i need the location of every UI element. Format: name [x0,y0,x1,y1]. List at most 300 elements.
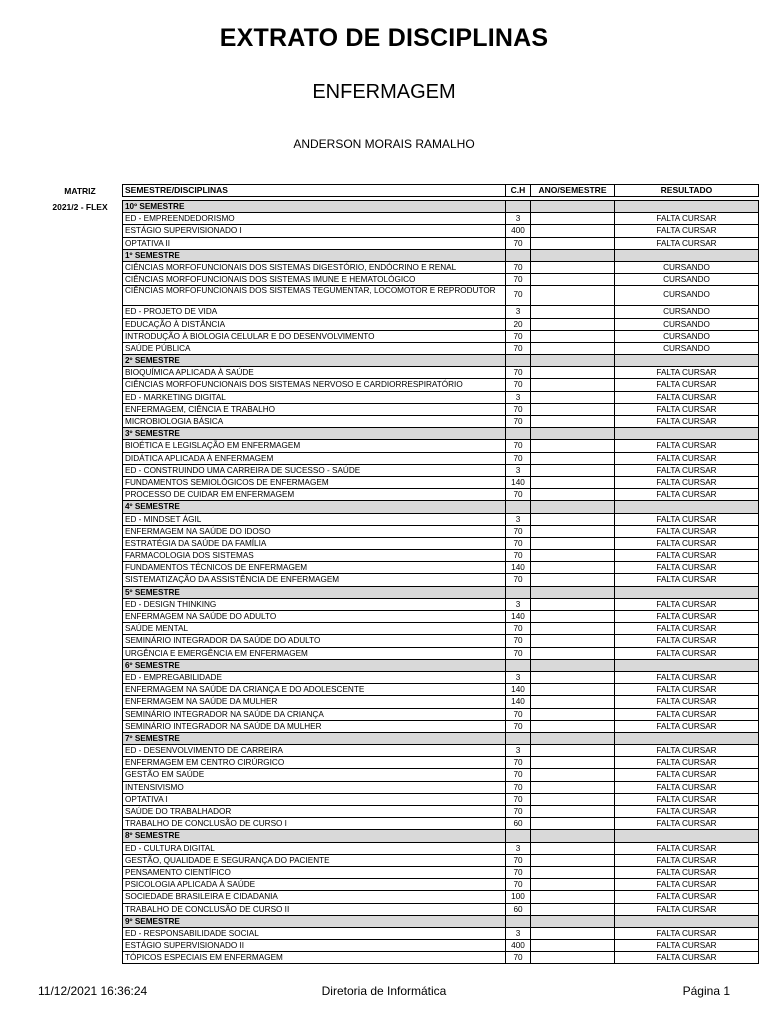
discipline-year-semester [531,879,615,890]
discipline-year-semester [531,952,615,963]
semester-header-row [123,830,758,842]
discipline-result: FALTA CURSAR [656,648,717,658]
discipline-result: FALTA CURSAR [656,843,717,853]
discipline-result: FALTA CURSAR [656,490,717,500]
semester-label: 9º SEMESTRE [123,916,506,927]
semester-year-cell [531,660,615,671]
discipline-result: FALTA CURSAR [656,953,717,963]
table-row [123,904,758,916]
discipline-ch: 20 [506,319,531,330]
discipline-name: SOCIEDADE BRASILEIRA E CIDADANIA [123,891,506,902]
footer-datetime: 11/12/2021 16:36:24 [38,984,148,998]
discipline-result: FALTA CURSAR [656,807,717,816]
discipline-ch: 70 [506,782,531,793]
discipline-name: ED - DESIGN THINKING [123,599,506,610]
discipline-result: CURSANDO [663,275,710,285]
semester-ch-cell [506,660,531,671]
discipline-result: FALTA CURSAR [656,404,717,414]
table-row [123,274,758,286]
discipline-year-semester [531,745,615,756]
discipline-name: OPTATIVA II [123,238,506,249]
discipline-name: ED - CONSTRUINDO UMA CARREIRA DE SUCESSO - SAÚDE [123,465,506,476]
discipline-year-semester [531,286,615,305]
discipline-name: ENFERMAGEM NA SAÚDE DO ADULTO [123,611,506,622]
discipline-name: EDUCAÇÃO À DISTÂNCIA [123,319,506,330]
discipline-name: MICROBIOLOGIA BÁSICA [123,416,506,427]
discipline-ch: 70 [506,952,531,963]
discipline-ch: 70 [506,757,531,768]
discipline-ch: 400 [506,940,531,951]
discipline-ch: 3 [506,392,531,403]
discipline-name: CIÊNCIAS MORFOFUNCIONAIS DOS SISTEMAS TEGUMENTAR, LOCOMOTOR E REPRODUTOR [123,286,506,305]
table-header [122,184,759,197]
semester-header-row [123,733,758,745]
discipline-result: CURSANDO [663,343,710,353]
discipline-name: ED - CULTURA DIGITAL [123,843,506,854]
discipline-year-semester [531,782,615,793]
discipline-result: CURSANDO [663,331,710,341]
discipline-ch: 3 [506,843,531,854]
discipline-result: FALTA CURSAR [656,575,717,585]
table-row [123,453,758,465]
discipline-result: FALTA CURSAR [656,721,717,731]
discipline-result: FALTA CURSAR [656,758,717,768]
discipline-ch: 60 [506,818,531,829]
semester-label: 8º SEMESTRE [123,830,506,841]
discipline-result: FALTA CURSAR [656,855,717,865]
discipline-year-semester [531,465,615,476]
semester-result-cell [615,501,758,512]
discipline-result: FALTA CURSAR [656,226,717,236]
discipline-result: FALTA CURSAR [656,551,717,561]
semester-year-cell [531,201,615,212]
discipline-year-semester [531,574,615,585]
discipline-name: INTRODUÇÃO À BIOLOGIA CELULAR E DO DESENVOLVIMENTO [123,331,506,342]
discipline-name: CIÊNCIAS MORFOFUNCIONAIS DOS SISTEMAS DIGESTÓRIO, ENDÓCRINO E RENAL [123,262,506,273]
table-row [123,404,758,416]
footer-department: Diretoria de Informática [321,984,447,998]
discipline-year-semester [531,526,615,537]
discipline-name: TÓPICOS ESPECIAIS EM ENFERMAGEM [123,952,506,963]
discipline-ch: 70 [506,794,531,805]
semester-result-cell [615,733,758,744]
semester-ch-cell [506,916,531,927]
discipline-ch: 70 [506,343,531,354]
table-row [123,489,758,501]
table-row [123,806,758,818]
semester-year-cell [531,355,615,366]
discipline-result: FALTA CURSAR [656,636,717,646]
table-row [123,477,758,489]
discipline-result: FALTA CURSAR [656,599,717,609]
table-row [123,782,758,794]
course-name: ENFERMAGEM [312,81,456,103]
discipline-name: PENSAMENTO CIENTÍFICO [123,867,506,878]
discipline-year-semester [531,806,615,817]
discipline-name: ENFERMAGEM, CIÊNCIA E TRABALHO [123,404,506,415]
discipline-name: ENFERMAGEM NA SAÚDE DA MULHER [123,696,506,707]
discipline-ch: 70 [506,709,531,720]
table-row [123,225,758,237]
discipline-ch: 70 [506,274,531,285]
discipline-ch: 70 [506,635,531,646]
table-row [123,794,758,806]
discipline-ch: 3 [506,465,531,476]
discipline-year-semester [531,855,615,866]
discipline-year-semester [531,818,615,829]
discipline-result: FALTA CURSAR [656,867,717,877]
discipline-ch: 3 [506,306,531,317]
discipline-result: FALTA CURSAR [656,697,717,707]
discipline-year-semester [531,684,615,695]
table-row [123,416,758,428]
semester-ch-cell [506,830,531,841]
discipline-ch: 70 [506,331,531,342]
semester-header-row [123,660,758,672]
discipline-year-semester [531,238,615,249]
discipline-result: FALTA CURSAR [656,563,717,573]
discipline-result: FALTA CURSAR [656,941,717,951]
discipline-year-semester [531,440,615,451]
discipline-year-semester [531,331,615,342]
disciplines-table [122,184,759,964]
discipline-result: CURSANDO [663,290,710,300]
semester-result-cell [615,830,758,841]
discipline-result: FALTA CURSAR [656,624,717,634]
table-row [123,262,758,274]
discipline-name: SISTEMATIZAÇÃO DA ASSISTÊNCIA DE ENFERMAGEM [123,574,506,585]
discipline-name: BIOÉTICA E LEGISLAÇÃO EM ENFERMAGEM [123,440,506,451]
footer-page-number: Página 1 [682,984,730,998]
table-row [123,550,758,562]
semester-header-row [123,501,758,513]
discipline-name: ESTÁGIO SUPERVISIONADO I [123,225,506,236]
semester-header-row [123,250,758,262]
discipline-ch: 140 [506,696,531,707]
discipline-result: CURSANDO [663,307,710,317]
discipline-name: DIDÁTICA APLICADA À ENFERMAGEM [123,453,506,464]
discipline-name: ED - RESPONSABILIDADE SOCIAL [123,928,506,939]
table-row [123,891,758,903]
discipline-ch: 70 [506,769,531,780]
discipline-year-semester [531,769,615,780]
discipline-result: FALTA CURSAR [656,514,717,524]
table-row [123,538,758,550]
discipline-name: GESTÃO, QUALIDADE E SEGURANÇA DO PACIENTE [123,855,506,866]
discipline-result: FALTA CURSAR [656,928,717,938]
semester-result-cell [615,916,758,927]
table-row [123,952,758,964]
semester-label: 6º SEMESTRE [123,660,506,671]
discipline-result: CURSANDO [663,319,710,329]
discipline-year-semester [531,721,615,732]
discipline-year-semester [531,274,615,285]
discipline-result: FALTA CURSAR [656,770,717,780]
discipline-year-semester [531,319,615,330]
discipline-result: FALTA CURSAR [656,904,717,914]
table-row [123,635,758,647]
discipline-name: ENFERMAGEM EM CENTRO CIRÚRGICO [123,757,506,768]
table-row [123,684,758,696]
matriz-label: MATRIZ [64,186,96,196]
table-row [123,757,758,769]
discipline-result: FALTA CURSAR [656,709,717,719]
discipline-year-semester [531,867,615,878]
table-row [123,319,758,331]
table-row [123,940,758,952]
column-header-year-semester: ANO/SEMESTRE [531,185,615,196]
discipline-year-semester [531,550,615,561]
discipline-ch: 70 [506,867,531,878]
table-row [123,465,758,477]
semester-year-cell [531,501,615,512]
discipline-name: FARMACOLOGIA DOS SISTEMAS [123,550,506,561]
table-row [123,745,758,757]
discipline-year-semester [531,928,615,939]
discipline-name: SEMINÁRIO INTEGRADOR NA SAÚDE DA MULHER [123,721,506,732]
discipline-year-semester [531,225,615,236]
discipline-year-semester [531,538,615,549]
discipline-ch: 70 [506,453,531,464]
semester-header-row [123,201,758,213]
table-row [123,611,758,623]
semester-year-cell [531,830,615,841]
semester-ch-cell [506,355,531,366]
discipline-ch: 70 [506,721,531,732]
discipline-name: PSICOLOGIA APLICADA À SAÚDE [123,879,506,890]
semester-ch-cell [506,501,531,512]
discipline-year-semester [531,794,615,805]
discipline-ch: 140 [506,611,531,622]
discipline-year-semester [531,891,615,902]
discipline-year-semester [531,306,615,317]
table-row [123,392,758,404]
discipline-name: ESTRATÉGIA DA SAÚDE DA FAMÍLIA [123,538,506,549]
discipline-name: INTENSIVISMO [123,782,506,793]
discipline-result: FALTA CURSAR [656,238,717,248]
semester-result-cell [615,201,758,212]
discipline-result: FALTA CURSAR [656,526,717,536]
discipline-year-semester [531,262,615,273]
discipline-result: FALTA CURSAR [656,685,717,695]
discipline-year-semester [531,635,615,646]
discipline-year-semester [531,648,615,659]
discipline-ch: 70 [506,574,531,585]
table-row [123,343,758,355]
discipline-name: ED - MINDSET ÁGIL [123,514,506,525]
discipline-ch: 3 [506,672,531,683]
semester-ch-cell [506,587,531,598]
semester-label: 1º SEMESTRE [123,250,506,261]
table-row [123,648,758,660]
discipline-year-semester [531,623,615,634]
discipline-result: FALTA CURSAR [656,465,717,475]
table-row [123,599,758,611]
table-row [123,331,758,343]
semester-ch-cell [506,733,531,744]
semester-result-cell [615,355,758,366]
discipline-year-semester [531,379,615,390]
discipline-ch: 70 [506,286,531,305]
table-row [123,379,758,391]
discipline-name: SAÚDE DO TRABALHADOR [123,806,506,817]
table-row [123,562,758,574]
discipline-year-semester [531,477,615,488]
table-row [123,696,758,708]
semester-label: 3º SEMESTRE [123,428,506,439]
discipline-year-semester [531,672,615,683]
table-row [123,721,758,733]
discipline-result: CURSANDO [663,262,710,272]
discipline-ch: 70 [506,550,531,561]
discipline-year-semester [531,416,615,427]
discipline-name: FUNDAMENTOS TÉCNICOS DE ENFERMAGEM [123,562,506,573]
column-header-ch: C.H [506,185,531,196]
discipline-year-semester [531,696,615,707]
discipline-ch: 100 [506,891,531,902]
discipline-name: ED - MARKETING DIGITAL [123,392,506,403]
semester-year-cell [531,916,615,927]
discipline-name: BIOQUÍMICA APLICADA À SAÚDE [123,367,506,378]
discipline-name: TRABALHO DE CONCLUSÃO DE CURSO II [123,904,506,915]
discipline-result: FALTA CURSAR [656,794,717,804]
discipline-ch: 70 [506,648,531,659]
discipline-name: FUNDAMENTOS SEMIOLÓGICOS DE ENFERMAGEM [123,477,506,488]
discipline-name: ED - EMPREENDEDORISMO [123,213,506,224]
semester-ch-cell [506,201,531,212]
semester-result-cell [615,250,758,261]
matriz-value: 2021/2 - FLEX [52,202,108,212]
discipline-result: FALTA CURSAR [656,538,717,548]
discipline-year-semester [531,404,615,415]
discipline-year-semester [531,709,615,720]
table-row [123,286,758,306]
column-header-disciplines: SEMESTRE/DISCIPLINAS [123,185,506,196]
table-row [123,238,758,250]
discipline-name: SEMINÁRIO INTEGRADOR DA SAÚDE DO ADULTO [123,635,506,646]
semester-year-cell [531,250,615,261]
discipline-name: ENFERMAGEM NA SAÚDE DA CRIANÇA E DO ADOLESCENTE [123,684,506,695]
discipline-result: FALTA CURSAR [656,672,717,682]
discipline-result: FALTA CURSAR [656,880,717,890]
discipline-ch: 70 [506,404,531,415]
semester-result-cell [615,587,758,598]
discipline-ch: 3 [506,599,531,610]
column-header-result: RESULTADO [660,185,713,195]
discipline-name: SEMINÁRIO INTEGRADOR NA SAÚDE DA CRIANÇA [123,709,506,720]
discipline-name: OPTATIVA I [123,794,506,805]
semester-year-cell [531,428,615,439]
discipline-ch: 70 [506,879,531,890]
discipline-ch: 70 [506,623,531,634]
discipline-name: ED - EMPREGABILIDADE [123,672,506,683]
table-row [123,769,758,781]
discipline-result: FALTA CURSAR [656,892,717,902]
discipline-ch: 70 [506,238,531,249]
discipline-ch: 70 [506,379,531,390]
table-row [123,855,758,867]
discipline-name: CIÊNCIAS MORFOFUNCIONAIS DOS SISTEMAS IMUNE E HEMATOLÓGICO [123,274,506,285]
semester-label: 2º SEMESTRE [123,355,506,366]
discipline-ch: 3 [506,745,531,756]
discipline-year-semester [531,453,615,464]
table-row [123,709,758,721]
discipline-year-semester [531,514,615,525]
semester-year-cell [531,587,615,598]
discipline-result: FALTA CURSAR [656,477,717,487]
student-name: ANDERSON MORAIS RAMALHO [293,137,475,151]
discipline-ch: 60 [506,904,531,915]
discipline-ch: 70 [506,538,531,549]
document-title: EXTRATO DE DISCIPLINAS [219,24,549,52]
discipline-ch: 3 [506,213,531,224]
discipline-result: FALTA CURSAR [656,392,717,402]
table-row [123,672,758,684]
discipline-name: ESTÁGIO SUPERVISIONADO II [123,940,506,951]
semester-label: 5º SEMESTRE [123,587,506,598]
discipline-year-semester [531,599,615,610]
discipline-result: FALTA CURSAR [656,441,717,451]
discipline-year-semester [531,489,615,500]
discipline-ch: 70 [506,489,531,500]
discipline-result: FALTA CURSAR [656,417,717,426]
table-row [123,928,758,940]
discipline-year-semester [531,611,615,622]
discipline-result: FALTA CURSAR [656,380,717,390]
semester-header-row [123,428,758,440]
discipline-ch: 140 [506,477,531,488]
discipline-year-semester [531,392,615,403]
table-row [123,306,758,318]
discipline-ch: 140 [506,562,531,573]
discipline-ch: 70 [506,367,531,378]
semester-ch-cell [506,428,531,439]
semester-header-row [123,355,758,367]
semester-ch-cell [506,250,531,261]
discipline-name: ED - DESENVOLVIMENTO DE CARREIRA [123,745,506,756]
discipline-ch: 70 [506,262,531,273]
discipline-year-semester [531,843,615,854]
discipline-result: FALTA CURSAR [656,368,717,378]
table-row [123,367,758,379]
discipline-year-semester [531,343,615,354]
table-row [123,514,758,526]
discipline-ch: 70 [506,855,531,866]
discipline-ch: 140 [506,684,531,695]
discipline-ch: 3 [506,514,531,525]
table-row [123,213,758,225]
discipline-year-semester [531,940,615,951]
semester-label: 7º SEMESTRE [123,733,506,744]
table-row [123,867,758,879]
semester-label: 10º SEMESTRE [123,201,506,212]
semester-header-row [123,587,758,599]
discipline-year-semester [531,367,615,378]
semester-result-cell [615,428,758,439]
table-row [123,843,758,855]
discipline-name: ED - PROJETO DE VIDA [123,306,506,317]
discipline-result: FALTA CURSAR [656,214,717,224]
discipline-ch: 70 [506,806,531,817]
discipline-year-semester [531,904,615,915]
discipline-ch: 70 [506,416,531,427]
discipline-result: FALTA CURSAR [656,453,717,463]
semester-label: 4º SEMESTRE [123,501,506,512]
table-row [123,623,758,635]
table-row [123,440,758,452]
discipline-name: GESTÃO EM SAÚDE [123,769,506,780]
table-row [123,818,758,830]
